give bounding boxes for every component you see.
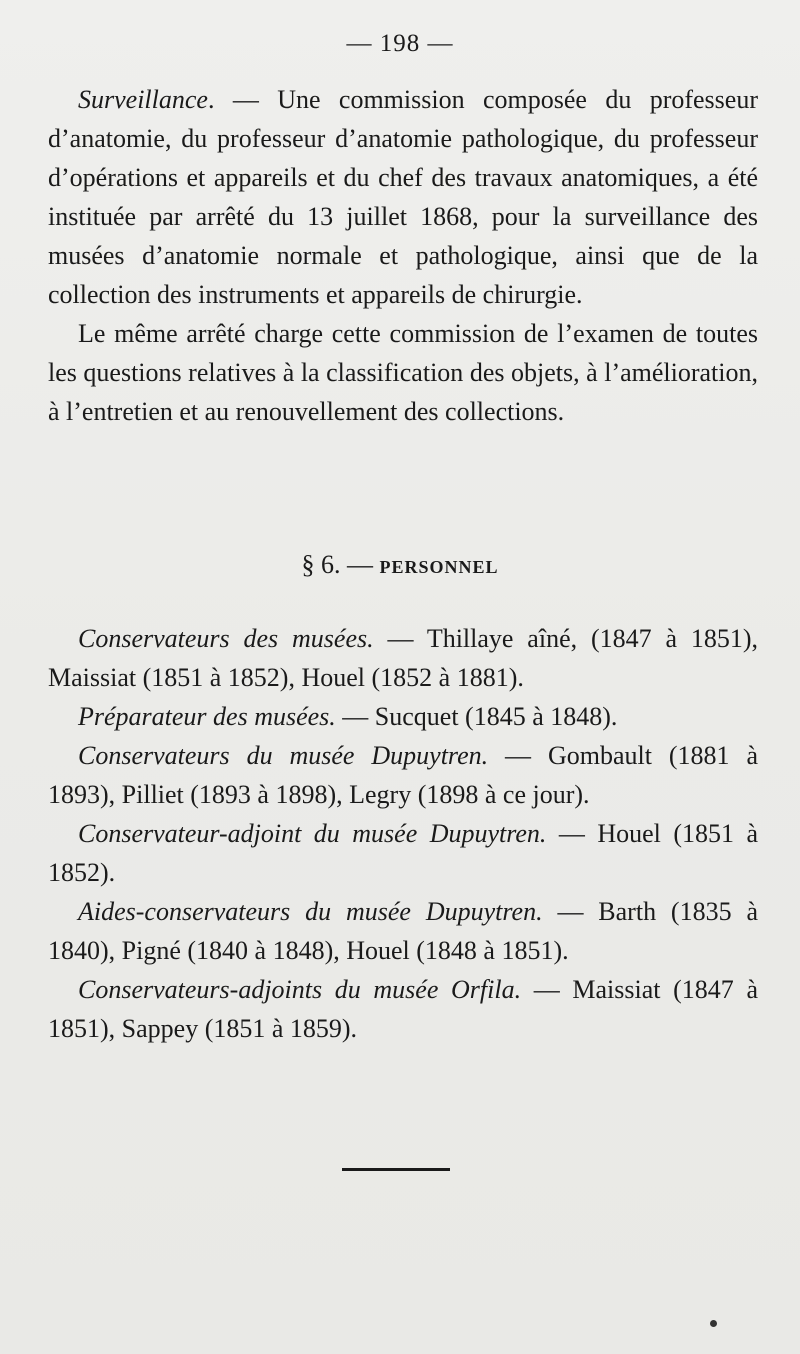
personnel-entry (48, 814, 758, 892)
entry-label: Conservateurs des musées. (78, 624, 374, 653)
entry-label: Conservateurs-adjoints du musée Orfila. (78, 975, 522, 1004)
personnel-entry (48, 697, 758, 736)
entry-label: Préparateur des musées. (78, 702, 336, 731)
entry-label: Conservateurs du musée Dupuytren. (78, 741, 489, 770)
page-number: — 198 — (346, 30, 454, 57)
section-title: PERSONNEL (379, 557, 499, 577)
surveillance-block (48, 80, 758, 431)
entry-text: — Thillaye aîné, (1847 à 1851), Maissiat (1851 à 1852), Houel (1852 à 1881). (48, 624, 758, 692)
closing-rule (342, 1168, 450, 1171)
entry-label: Aides-conservateurs du musée Dupuytren. (78, 897, 543, 926)
entry-label: Conservateur-adjoint du musée Dupuytren. (78, 819, 547, 848)
entry-text: — Barth (1835 à 1840), Pigné (1840 à 1848), Houel (1848 à 1851). (48, 897, 758, 965)
personnel-entry (48, 619, 758, 697)
section-heading (0, 550, 800, 580)
ink-speck (710, 1320, 717, 1327)
personnel-list (48, 619, 758, 1048)
surveillance-label: Surveillance (78, 85, 208, 114)
personnel-entry (48, 892, 758, 970)
surveillance-paragraph (48, 80, 758, 314)
section-number: § 6. — (301, 550, 373, 579)
entry-text: — Houel (1851 à 1852). (48, 819, 758, 887)
personnel-entry (48, 736, 758, 814)
entry-text: — Sucquet (1845 à 1848). (335, 702, 618, 731)
entry-text: — Gombault (1881 à 1893), Pilliet (1893 à 1898), Legry (1898 à ce jour). (48, 741, 759, 809)
surveillance-text: . — Une commission composée du professeur d’anatomie, du professeur d’anatomie pathologique, du professeur d’opérations et appareils et du chef des travaux anatomiques, a été instituée par arrêté du 13 juillet 1868, pour la surveillance des musées d’anatomie normale et pathologique, ainsi que de la collection des instruments et appareils de chirurgie. (48, 85, 758, 309)
arrete-paragraph: Le même arrêté charge cette commission de l’examen de toutes les questions relatives à la classification des objets, à l’amélioration, à l’entretien et au renouvellement des collections. (48, 319, 758, 426)
entry-text: — Maissiat (1847 à 1851), Sappey (1851 à 1859). (48, 975, 758, 1043)
personnel-entry (48, 970, 758, 1048)
